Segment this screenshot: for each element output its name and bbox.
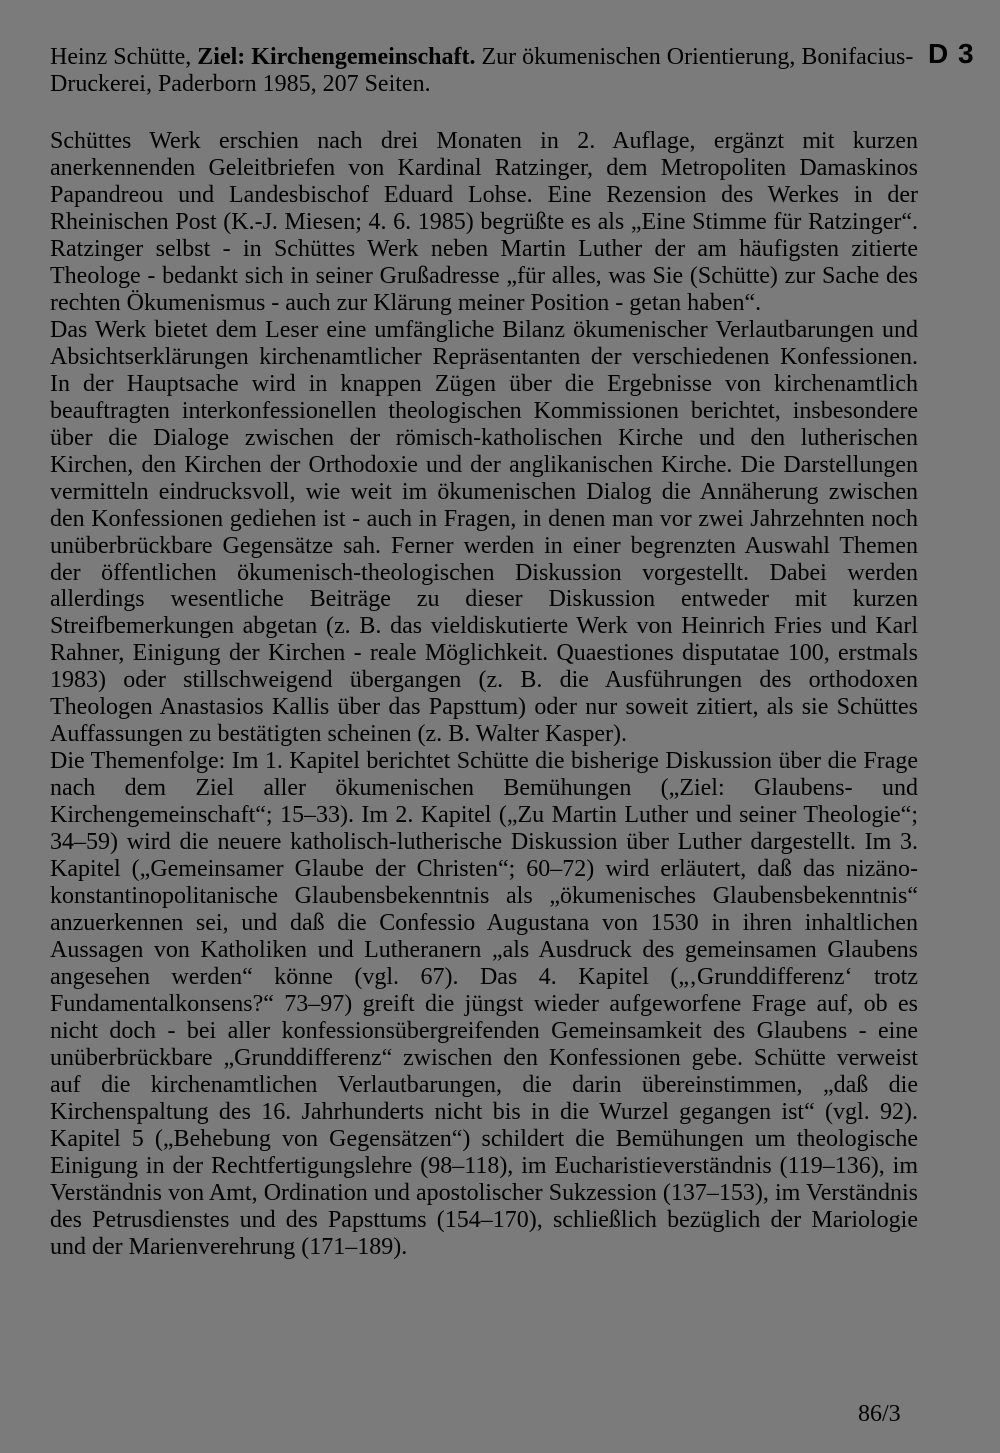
citation-author: Heinz Schütte, <box>50 44 198 70</box>
review-body <box>50 128 918 1261</box>
paragraph-chapters: Die Themenfolge: Im 1. Kapitel berichtet Schütte die bisherige Diskussion über die Frage nach dem Ziel aller ökumenischen Bemühungen („Ziel: Glaubens- und Kirchengemeinschaft“; 15–33). Im 2. Kapitel („Zu Martin Luther und seiner Theologie“; 34–59) wird die neuere katholisch-lutherische Diskussion über Luther dargestellt. Im 3. Kapitel („Gemeinsamer Glaube der Christen“; 60–72) wird erläutert, daß das nizäno-konstantinopolitanische Glaubensbekenntnis als „ökumenisches Glaubensbekenntnis“ anzuerkennen sei, und daß die Confessio Augustana von 1530 in ihren inhaltlichen Aussagen von Katholiken und Lutheranern „als Ausdruck des gemeinsamen Glaubens angesehen werden“ könne (vgl. 67). Das 4. Kapitel („‚Grunddifferenz‘ trotz Fundamentalkonsens?“ 73–97) greift die jüngst wieder aufgeworfene Frage auf, ob es nicht doch - bei aller konfessionsübergreifenden Gemeinsamkeit des Glaubens - eine unüberbrückbare „Grunddifferenz“ zwischen den Konfessionen gebe. Schütte verweist auf die kirchenamtlichen Verlautbarungen, die darin übereinstimmen, „daß die Kirchenspaltung des 16. Jahrhunderts nicht bis in die Wurzel gegangen ist“ (vgl. 92). Kapitel 5 („Behebung von Gegensätzen“) schildert die Bemühungen um theologische Einigung in der Rechtfertigungslehre (98–118), im Eucharistieverständnis (119–136), im Verständnis von Amt, Ordination und apostolischer Sukzession (137–153), im Verständnis des Petrusdienstes und des Papsttums (154–170), schließlich bezüglich der Mariologie und der Marienverehrung (171–189). <box>50 748 918 1260</box>
paragraph-reception: Schüttes Werk erschien nach drei Monaten in 2. Auflage, ergänzt mit kurzen anerkennenden Geleitbriefen von Kardinal Ratzinger, dem Metropoliten Damaskinos Papandreou und Landesbischof Eduard Lohse. Eine Rezension des Werkes in der Rheinischen Post (K.-J. Miesen; 4. 6. 1985) begrüßte es als „Eine Stimme für Ratzinger“. Ratzinger selbst - in Schüttes Werk neben Martin Luther der am häufigsten zitierte Theologe - bedankt sich in seiner Grußadresse „für alles, was Sie (Schütte) zur Sache des rechten Ökumenismus - auch zur Klärung meiner Position - getan haben“. <box>50 128 918 316</box>
bibliographic-citation <box>50 44 918 98</box>
section-tag: D 3 <box>928 38 975 69</box>
paragraph-overview: Das Werk bietet dem Leser eine umfängliche Bilanz ökumenischer Verlautbarungen und Absichtserklärungen kirchenamtlicher Repräsentanten der verschiedenen Konfessionen. In der Hauptsache wird in knappen Zügen über die Ergebnisse von kirchenamtlich beauftragten interkonfessionellen theologischen Kommissionen berichtet, insbesondere über die Dialoge zwischen der römisch-katholischen Kirche und den lutherischen Kirchen, den Kirchen der Orthodoxie und der anglikanischen Kirche. Die Darstellungen vermitteln eindrucksvoll, wie weit im ökumenischen Dialog die Annäherung zwischen den Konfessionen gediehen ist - auch in Fragen, in denen man vor zwei Jahrzehnten noch unüberbrückbare Gegensätze sah. Ferner werden in einer begrenzten Auswahl Themen der öffentlichen ökumenisch-theologischen Diskussion vorgestellt. Dabei werden allerdings wesentliche Beiträge zu dieser Diskussion entweder mit kurzen Streifbemerkungen abgetan (z. B. das vieldiskutierte Werk von Heinrich Fries und Karl Rahner, Einigung der Kirchen - reale Möglichkeit. Quaestiones disputatae 100, erstmals 1983) oder stillschweigend übergangen (z. B. die Ausführungen des orthodoxen Theologen Anastasios Kallis über das Papsttum) oder nur soweit zitiert, als sie Schüttes Auffassungen zu bestätigten scheinen (z. B. Walter Kasper). <box>50 316 918 748</box>
citation-title: Ziel: Kirchengemeinschaft. <box>197 44 476 70</box>
page-number: 86/3 <box>858 1401 901 1427</box>
citation-publisher: Zur ökumenischen Orientierung, Bonifacius-Druckerei, Paderborn 1985, 207 Seiten. <box>50 44 914 97</box>
